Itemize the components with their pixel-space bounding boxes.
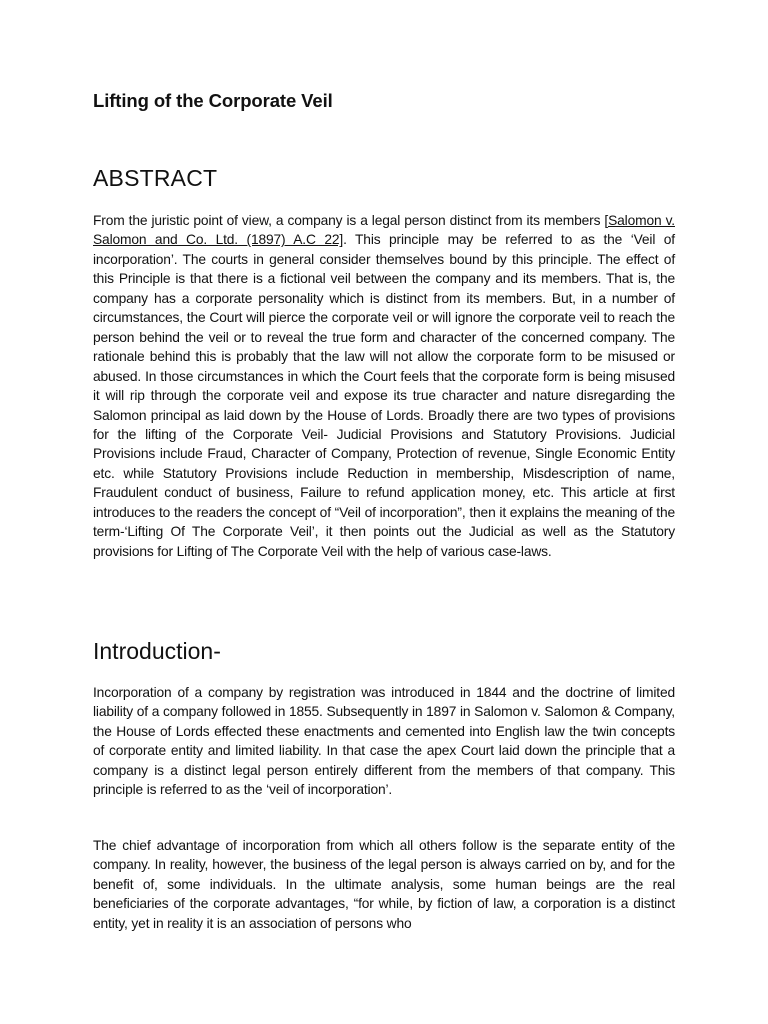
case-citation: [Salomon v. Salomon and Co. Ltd. (1897) A.C 22] (93, 213, 675, 248)
abstract-paragraph (93, 211, 675, 561)
document-title: Lifting of the Corporate Veil (93, 90, 333, 111)
abstract-heading: ABSTRACT (93, 165, 218, 191)
abstract-text-rest: . This principle may be referred to as the ‘Veil of incorporation’. The courts in general consider themselves bound by this principle. The effect of this Principle is that there is a fictional veil between the company and its members. That is, the company has a corporate personality which is distinct from its members. But, in a number of circumstances, the Court will pierce the corporate veil or will ignore the corporate veil to reach the person behind the veil or to reveal the true form and character of the concerned company. The rationale behind this is probably that the law will not allow the corporate form to be misused or abused. In those circumstances in which the Court feels that the corporate form is being misused it will rip through the corporate veil and expose its true character and nature disregarding the Salomon principal as laid down by the House of Lords. Broadly there are two types of provisions for the lifting of the Corporate Veil- Judicial Provisions and Statutory Provisions. Judicial Provisions include Fraud, Character of Company, Protection of revenue, Single Economic Entity etc. while Statutory Provisions include Reduction in membership, Misdescription of name, Fraudulent conduct of business, Failure to refund application money, etc. This article at first introduces to the readers the concept of “Veil of incorporation”, then it explains the meaning of the term-‘Lifting Of The Corporate Veil’, it then points out the Judicial as well as the Statutory provisions for Lifting of The Corporate Veil with the help of various case-laws. (93, 232, 675, 559)
introduction-paragraph-2: The chief advantage of incorporation from which all others follow is the separate entity of the company. In reality, however, the business of the legal person is always carried on by, and for the benefit of, some individuals. In the ultimate analysis, some human beings are the real beneficiaries of the corporate advantages, “for while, by fiction of law, a corporation is a distinct entity, yet in reality it is an association of persons who (93, 838, 675, 931)
introduction-paragraph-1: Incorporation of a company by registration was introduced in 1844 and the doctrine of limited liability of a company followed in 1855. Subsequently in 1897 in Salomon v. Salomon & Company, the House of Lords effected these enactments and cemented into English law the twin concepts of corporate entity and limited liability. In that case the apex Court laid down the principle that a company is a distinct legal person entirely different from the members of that company. This principle is referred to as the ‘veil of incorporation’. (93, 685, 675, 798)
introduction-heading: Introduction- (93, 638, 221, 664)
abstract-text-start: From the juristic point of view, a company is a legal person distinct from its members (93, 213, 605, 228)
